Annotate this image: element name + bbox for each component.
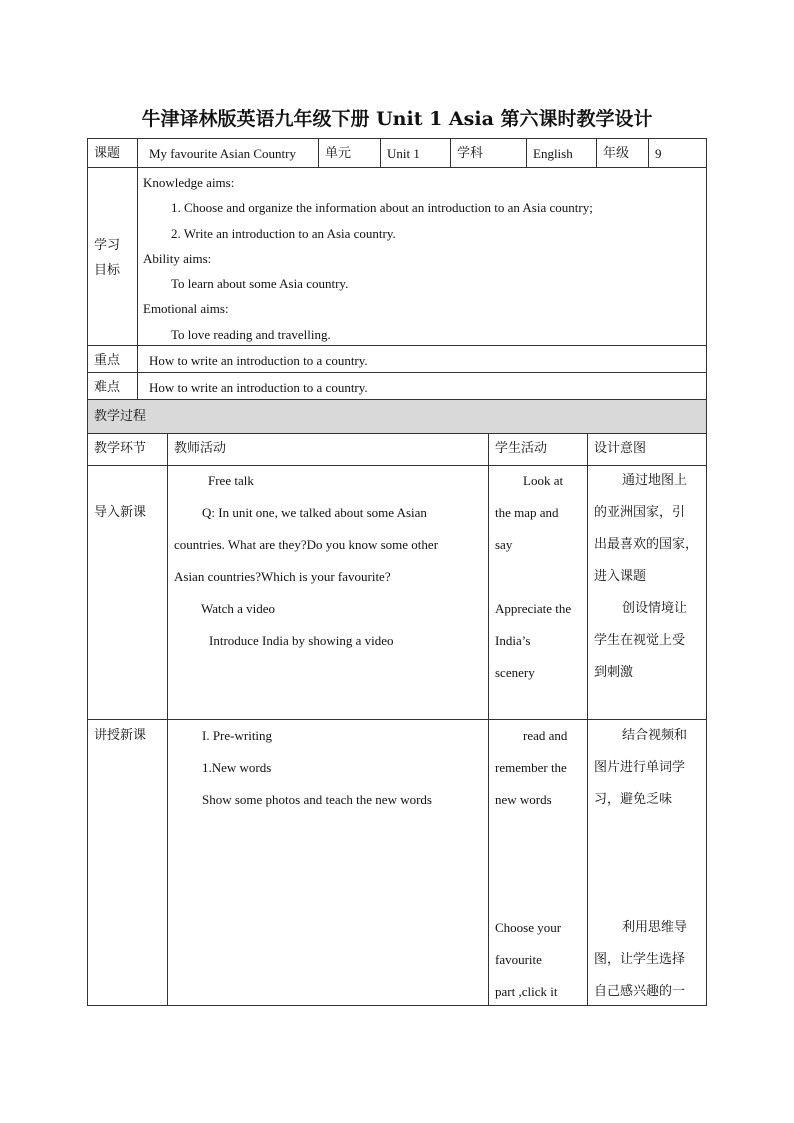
intent-line: 通过地图上 <box>622 473 688 488</box>
stage-cell: 导入新课 <box>94 505 147 520</box>
stage-cell: 讲授新课 <box>94 728 147 743</box>
intent-line: 图，让学生选择 <box>594 952 686 967</box>
intent-line: 创设情境让 <box>622 601 688 616</box>
teacher-line: Free talk <box>208 473 254 488</box>
subject-label: 学科 <box>457 146 484 161</box>
student-line: Look at <box>523 473 564 488</box>
student-line: India’s <box>495 633 531 648</box>
ability-aim-1: To learn about some Asia country. <box>171 276 349 291</box>
intent-line: 出最喜欢的国家， <box>594 537 699 552</box>
ability-aims-heading: Ability aims: <box>143 251 212 266</box>
intent-line <box>594 880 687 912</box>
student-line: new words <box>495 792 552 807</box>
student-line: favourite <box>495 952 542 967</box>
intent-line <box>594 816 687 848</box>
aims-label-line1: 学习 <box>94 238 121 253</box>
student-line: read and <box>523 728 568 743</box>
intent-line: 图片进行单词学 <box>594 760 686 775</box>
unit-label: 单元 <box>325 146 352 161</box>
grade-value: 9 <box>655 146 662 161</box>
student-line: Appreciate the <box>495 601 572 616</box>
intent-line: 进入课题 <box>594 569 647 584</box>
process-header-band <box>88 400 706 433</box>
emotional-aim-1: To love reading and travelling. <box>171 327 331 342</box>
intent-line: 到刺激 <box>594 665 634 680</box>
key-point-value: How to write an introduction to a country. <box>149 353 368 368</box>
knowledge-aims-heading: Knowledge aims: <box>143 175 235 190</box>
design-intent-cell <box>594 720 687 1008</box>
design-intent-cell <box>594 465 698 689</box>
student-line <box>495 561 571 593</box>
student-line: remember the <box>495 760 567 775</box>
teacher-line: I. Pre-writing <box>202 728 273 743</box>
column-header-stage: 教学环节 <box>94 441 147 456</box>
student-line: Choose your <box>495 920 562 935</box>
student-line: say <box>495 537 513 552</box>
grade-label: 年级 <box>603 146 630 161</box>
intent-line <box>594 848 687 880</box>
aims-label-line2: 目标 <box>94 263 121 278</box>
process-header: 教学过程 <box>94 409 147 424</box>
student-line: the map and <box>495 505 559 520</box>
column-header-intent: 设计意图 <box>594 441 647 456</box>
student-line <box>495 816 567 848</box>
column-header-teacher: 教师活动 <box>174 441 227 456</box>
column-header-student: 学生活动 <box>495 441 548 456</box>
teacher-line: Watch a video <box>201 601 276 616</box>
topic-label: 课题 <box>94 146 121 161</box>
intent-line: 习，避免乏味 <box>594 792 673 807</box>
teacher-line: Show some photos and teach the new words <box>202 792 432 807</box>
difficulty-value: How to write an introduction to a country. <box>149 380 368 395</box>
intent-line: 利用思维导 <box>622 920 688 935</box>
document-title: 牛津译林版英语九年级下册 Unit 1 Asia 第六课时教学设计 <box>141 108 653 130</box>
emotional-aims-heading: Emotional aims: <box>143 301 229 316</box>
student-line <box>495 848 567 880</box>
intent-line: 结合视频和 <box>622 728 688 743</box>
intent-line: 的亚洲国家，引 <box>594 505 686 520</box>
knowledge-aim-1: 1. Choose and organize the information about an introduction to an Asia country; <box>171 200 593 215</box>
teacher-line: 1.New words <box>202 760 272 775</box>
teacher-activity-cell <box>174 720 432 816</box>
intent-line: 自己感兴趣的一 <box>594 984 686 999</box>
student-line: part ,click it <box>495 984 558 999</box>
teacher-line: Asian countries?Which is your favourite? <box>174 569 391 584</box>
intent-line: 学生在视觉上受 <box>594 633 686 648</box>
student-activity-cell <box>495 720 567 1008</box>
key-point-label: 重点 <box>94 353 121 368</box>
difficulty-label: 难点 <box>94 380 121 395</box>
teacher-line: Q: In unit one, we talked about some Asian <box>202 505 427 520</box>
teacher-line: Introduce India by showing a video <box>209 633 394 648</box>
teacher-line: countries. What are they?Do you know some other <box>174 537 439 552</box>
student-activity-cell <box>495 465 571 689</box>
teacher-activity-cell <box>174 465 438 657</box>
student-line <box>495 880 567 912</box>
student-line: scenery <box>495 665 535 680</box>
unit-value: Unit 1 <box>387 146 420 161</box>
subject-value: English <box>533 146 573 161</box>
topic-value: My favourite Asian Country <box>149 146 296 161</box>
knowledge-aim-2: 2. Write an introduction to an Asia country. <box>171 226 396 241</box>
